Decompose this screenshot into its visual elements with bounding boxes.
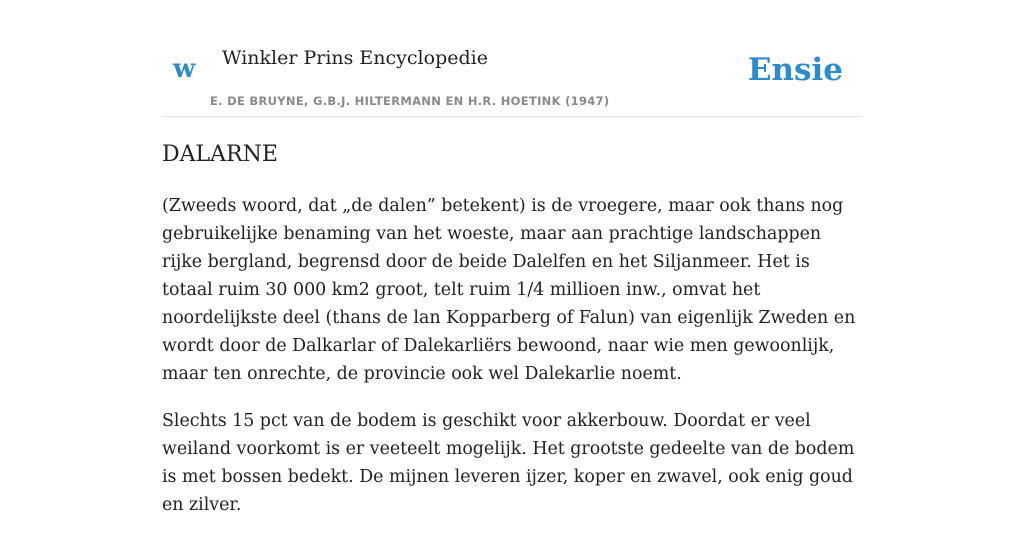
ensie-brand-link[interactable]: Ensie [747,52,843,88]
authors-line: E. DE BRUYNE, G.B.J. HILTERMANN EN H.R. HOETINK (1947) [210,94,610,108]
entry-paragraph: Slechts 15 pct van de bodem is geschikt voor akkerbouw. Doordat er veel weiland voorkomt is er veeteelt mogelijk. Het grootste gedeelte van de bodem is met bossen bedekt. De mijnen leveren ijzer, koper en zwavel, ook enig goud en zilver. [162,411,855,515]
entry-title: DALARNE [162,142,278,167]
page-container [162,0,862,515]
entry-body [162,192,862,538]
encyclopedia-logo-icon[interactable]: w [173,54,196,84]
entry-paragraph: (Zweeds woord, dat „de dalen” betekent) is de vroegere, maar ook thans nog gebruikelijke benaming van het woeste, maar aan prachtige landschappen rijke bergland, begrensd door de beide Dalelfen en het Siljanmeer. Het is totaal ruim 30 000 km2 groot, telt ruim 1/4 millioen inw., omvat het noordelijkste deel (thans de lan Kopparberg of Falun) van eigenlijk Zweden en wordt door de Dalkarlar of Dalekarliërs bewoond, naar wie men gewoonlijk, maar ten onrechte, de provincie ook wel Dalekarlie noemt. [162,196,856,384]
work-title-link[interactable]: Winkler Prins Encyclopedie [222,47,488,69]
header [162,0,862,117]
